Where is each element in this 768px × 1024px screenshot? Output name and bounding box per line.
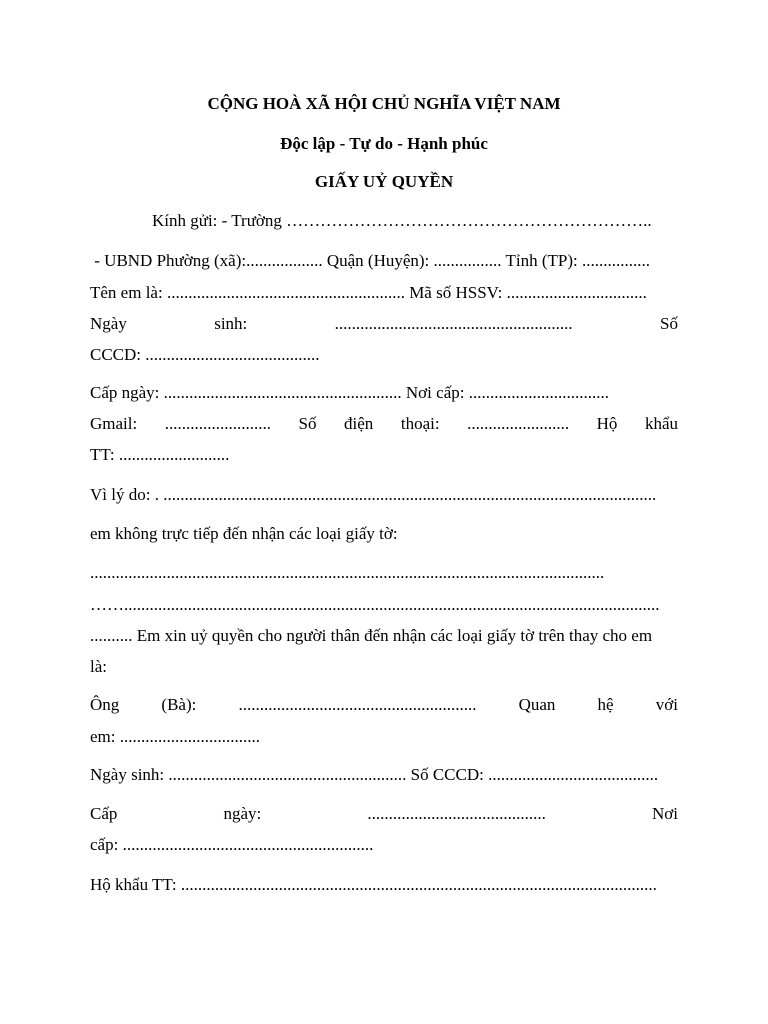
reason-line: Vì lý do: . .................................................................................................................... (90, 485, 657, 504)
student-name-line: Tên em là: ........................................................ Mã số HSSV: ................................. (90, 283, 647, 302)
dob-word: Ngày (90, 314, 127, 333)
gmail-word: Gmail: (90, 414, 138, 433)
gmail-word: Số (298, 414, 317, 433)
gmail-word: khẩu (644, 414, 678, 433)
issue-word: Cấp (90, 804, 118, 823)
guardian-word: ........................................................ (238, 695, 477, 714)
recipient-ubnd: - UBND Phường (xã):.................. Quận (Huyện): ................ Tỉnh (TP): ................ (90, 251, 650, 270)
guardian-line (90, 694, 678, 716)
guardian-dob-line: Ngày sinh: ........................................................ Số CCCD: ........................................ (90, 765, 659, 784)
guardian-word: (Bà): (161, 695, 197, 714)
issue-word: Nơi (652, 804, 678, 823)
guardian-issue-place: cấp: ........................................................... (90, 835, 374, 854)
not-direct-line: em không trực tiếp đến nhận các loại giấy tờ: (90, 524, 398, 543)
guardian-household-line: Hộ khẩu TT: ................................................................................................................ (90, 875, 657, 894)
guardian-word: Quan (518, 695, 556, 714)
household-tt-line: TT: .......................... (90, 445, 230, 464)
recipient-school: Kính gửi: - Trường ……………………………………………………….. (152, 211, 652, 230)
dob-word: ........................................................ (334, 314, 573, 333)
guardian-word: hệ (597, 695, 614, 714)
national-title: CỘNG HOÀ XÃ HỘI CHỦ NGHĨA VIỆT NAM (207, 94, 561, 113)
guardian-word: Ông (90, 695, 120, 714)
gmail-word: thoại: (400, 414, 440, 433)
dob-word: sinh: (214, 314, 248, 333)
authorize-line: .......... Em xin uỷ quyền cho người thân đến nhận các loại giấy tờ trên thay cho em (90, 626, 653, 645)
gmail-line (90, 413, 678, 435)
issue-word: .......................................... (367, 804, 546, 823)
guardian-issue-line (90, 803, 678, 825)
dob-word: Số (660, 314, 678, 333)
relation-line: em: ................................. (90, 727, 260, 746)
gmail-word: Hộ (596, 414, 618, 433)
gmail-word: ......................... (164, 414, 271, 433)
guardian-word: với (655, 695, 678, 714)
issue-line: Cấp ngày: ........................................................ Nơi cấp: ................................. (90, 383, 609, 402)
dob-line (90, 313, 678, 335)
national-motto: Độc lập - Tự do - Hạnh phúc (280, 134, 488, 153)
document-title: GIẤY UỶ QUYỀN (314, 172, 454, 191)
gmail-word: điện (344, 414, 374, 433)
dotted-line: ......................................................................................................................... (90, 563, 605, 582)
issue-word: ngày: (223, 804, 262, 823)
authorize-line-end: là: (90, 657, 107, 676)
dotted-line: …….............................................................................................................................. (90, 595, 660, 614)
cccd-line: CCCD: ......................................... (90, 345, 320, 364)
gmail-word: ........................ (467, 414, 570, 433)
